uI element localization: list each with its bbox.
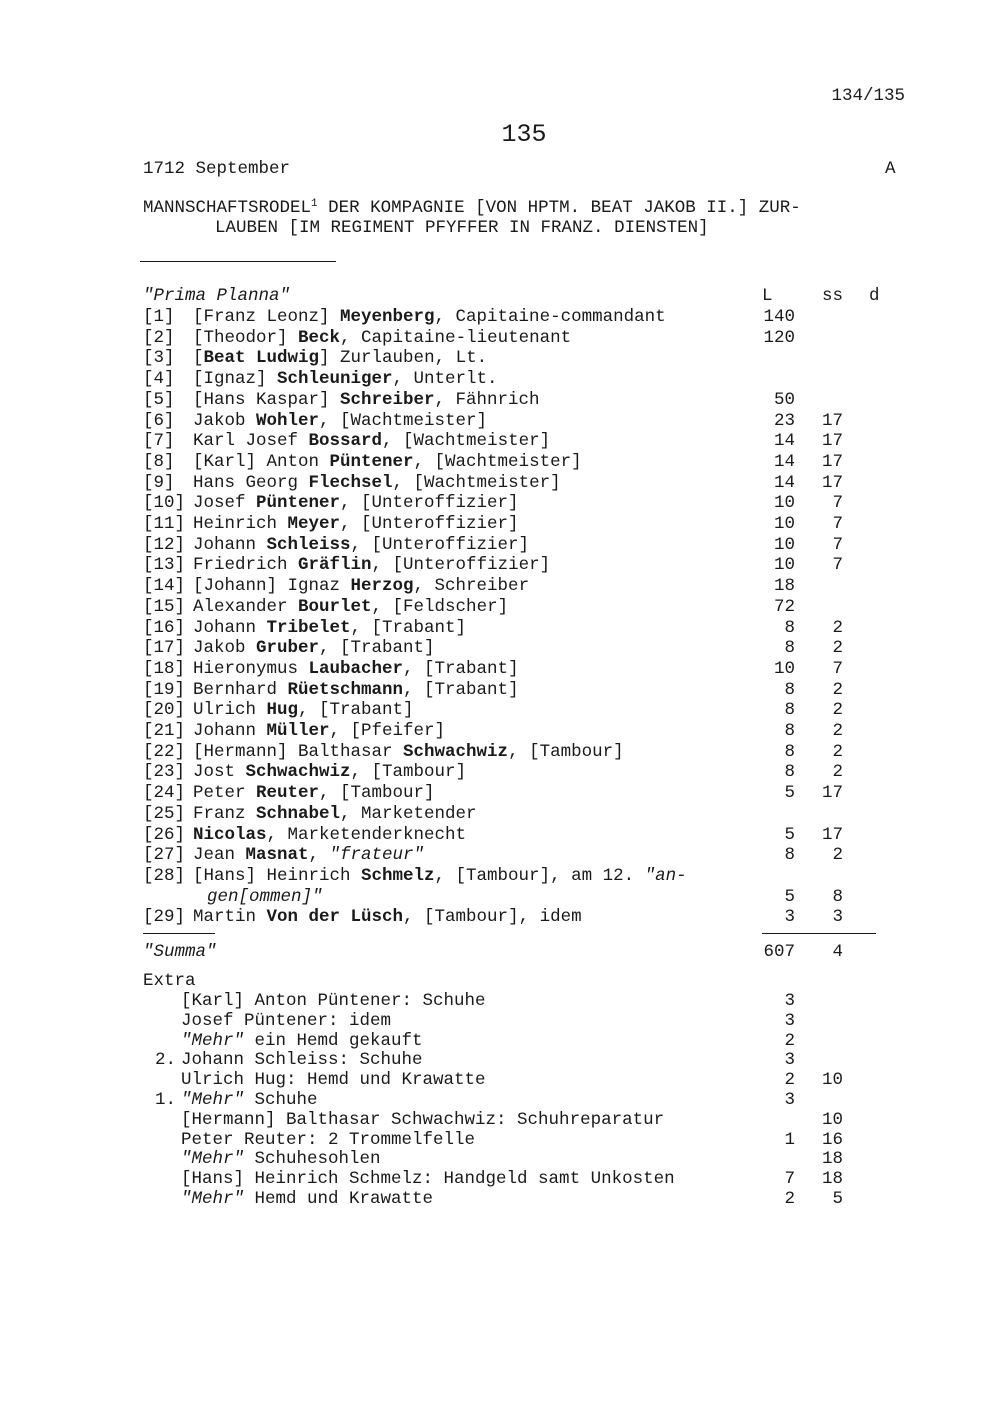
name-prefix: [ (193, 348, 204, 369)
value-sols: 17 (821, 451, 843, 472)
value-livres: 3 (784, 907, 795, 928)
extra-text (181, 1149, 381, 1169)
roster-row (0, 804, 1000, 824)
value-sols: 18 (821, 1149, 843, 1170)
extra-row (0, 1149, 1000, 1169)
roster-row (0, 659, 1000, 679)
document-number: 135 (501, 120, 547, 149)
entry-name (193, 638, 435, 658)
value-sols: 2 (832, 845, 843, 866)
column-header-sols: ss (822, 286, 844, 306)
value-livres: 10 (773, 534, 795, 555)
extra-description: [Karl] Anton Püntener: Schuhe (181, 991, 486, 1011)
surname: Schwachwiz (245, 762, 351, 783)
surname: Schmelz (361, 865, 435, 886)
entry-number: [8] (143, 451, 175, 472)
surname: Laubacher (308, 658, 404, 679)
name-suffix: , [Tambour], idem (403, 907, 582, 928)
quoted-note: "Mehr" (181, 1090, 245, 1110)
name-prefix: Franz (193, 803, 257, 824)
entry-continuation: gen[ommen]" (207, 886, 323, 907)
entry-number: [9] (143, 472, 175, 493)
entry-number: [16] (143, 617, 186, 638)
entry-name (193, 597, 508, 617)
surname: Müller (266, 721, 330, 741)
extra-description: [Hermann] Balthasar Schwachwiz: Schuhreparatur (181, 1109, 665, 1130)
entry-number: [5] (143, 389, 175, 410)
surname: Wohler (256, 410, 320, 431)
name-prefix: Jakob (193, 410, 257, 431)
surname: Bossard (308, 431, 383, 452)
surname: Schnabel (256, 803, 341, 824)
extra-text (181, 991, 486, 1011)
entry-name (193, 348, 487, 368)
value-sols: 17 (821, 472, 843, 493)
value-sols: 2 (832, 617, 843, 638)
entry-number: [3] (143, 348, 175, 369)
value-livres: 72 (773, 596, 795, 617)
entry-name (193, 783, 435, 803)
surname: Beat Ludwig (203, 348, 320, 369)
surname: Herzog (350, 576, 414, 597)
value-livres: 8 (784, 762, 795, 783)
extra-text (181, 1110, 664, 1130)
extra-text (181, 1090, 318, 1110)
sum-rule (762, 933, 876, 934)
entry-number: [6] (143, 410, 175, 431)
entry-name (193, 762, 466, 782)
entry-name (193, 680, 519, 700)
footnote-marker: 1 (311, 198, 318, 210)
entry-name (193, 369, 498, 389)
value-livres: 3 (784, 1010, 795, 1031)
entry-number: [29] (143, 907, 186, 928)
extra-row (0, 1189, 1000, 1209)
name-suffix: , [Tambour] (319, 783, 435, 804)
value-sols: 7 (832, 658, 843, 679)
value-sols: 7 (832, 555, 843, 576)
entry-name (193, 866, 687, 886)
value-livres: 8 (784, 679, 795, 700)
surname: Bourlet (298, 596, 372, 617)
roster-row (0, 555, 1000, 575)
name-suffix: , [Tambour] (508, 741, 624, 762)
entry-number: [4] (143, 369, 175, 390)
roster-row (0, 783, 1000, 803)
surname: Püntener (329, 451, 414, 472)
entry-number: [27] (143, 845, 186, 866)
name-suffix: , Marketender (340, 803, 477, 824)
roster-row (0, 473, 1000, 493)
entry-number: [23] (143, 762, 186, 783)
roster-row (0, 328, 1000, 348)
name-prefix: Friedrich (193, 555, 299, 576)
entry-name (193, 659, 519, 679)
entry-number: [11] (143, 514, 186, 534)
surname: Schwachwiz (403, 741, 509, 762)
page-reference: 134/135 (831, 86, 905, 106)
name-suffix: , [Unteroffizier] (371, 555, 551, 576)
extra-number: 1. (155, 1090, 177, 1110)
value-sols: 7 (832, 534, 843, 555)
title-text-cont: DER KOMPAGNIE [VON HPTM. BEAT JAKOB II.] ZUR- (317, 198, 801, 218)
roster-row (0, 493, 1000, 513)
surname: Meyenberg (340, 307, 435, 327)
extra-text (181, 1050, 423, 1070)
value-sols: 16 (821, 1129, 843, 1150)
name-suffix: , (308, 845, 330, 866)
value-livres: 10 (773, 555, 795, 576)
roster-row (0, 348, 1000, 368)
name-prefix: [Hans] Heinrich (193, 865, 362, 886)
document-letter: A (885, 159, 896, 179)
extra-row (0, 1130, 1000, 1150)
name-prefix: Hieronymus (193, 658, 309, 679)
entry-number: [13] (143, 555, 186, 576)
value-sols: 7 (832, 514, 843, 534)
index-underline (143, 933, 215, 934)
entry-name (193, 514, 519, 534)
entry-number: [10] (143, 493, 186, 514)
entry-number: [7] (143, 431, 175, 452)
surname: Gruber (256, 638, 320, 659)
roster-row (0, 452, 1000, 472)
entry-name (193, 307, 666, 327)
summa-livres: 607 (763, 942, 795, 962)
name-prefix: Hans Georg (193, 472, 309, 493)
entry-number: [28] (143, 865, 186, 886)
value-sols: 2 (832, 679, 843, 700)
entry-name (193, 845, 424, 865)
extra-description: Johann Schleiss: Schuhe (181, 1050, 423, 1071)
value-sols: 17 (821, 410, 843, 431)
entry-name (193, 618, 466, 638)
entry-name (193, 825, 466, 845)
name-suffix: , [Trabant] (350, 617, 467, 638)
name-suffix: , Capitaine-lieutenant (340, 327, 572, 348)
name-prefix: [Hans Kaspar] (193, 389, 341, 410)
name-suffix: , [Trabant] (403, 679, 519, 700)
name-prefix: [Karl] Anton (193, 451, 330, 472)
name-suffix: , [Trabant] (403, 658, 519, 679)
value-livres: 8 (784, 617, 795, 638)
name-prefix: Karl Josef (193, 431, 309, 452)
value-livres: 8 (784, 741, 795, 762)
entry-name (193, 473, 561, 493)
extra-description: Schuhesohlen (244, 1149, 381, 1170)
name-prefix: Jakob (193, 638, 257, 659)
value-livres: 140 (763, 307, 795, 327)
roster-row (0, 535, 1000, 555)
entry-number: [14] (143, 576, 186, 597)
title-divider (140, 261, 336, 262)
roster-row (0, 514, 1000, 534)
name-prefix: [Johann] Ignaz (193, 576, 351, 597)
summa-sols: 4 (832, 942, 843, 962)
value-sols: 7 (832, 493, 843, 514)
roster-row (0, 887, 1000, 907)
roster-heading: "Prima Planna" (143, 286, 291, 306)
name-suffix: , [Tambour], am 12. (434, 865, 645, 886)
value-sols: 2 (832, 638, 843, 659)
value-sols: 5 (832, 1189, 843, 1209)
value-sols: 17 (821, 431, 843, 452)
entry-number: [25] (143, 803, 186, 824)
value-sols: 2 (832, 700, 843, 721)
value-livres: 10 (773, 493, 795, 514)
document-title-line-2: LAUBEN [IM REGIMENT PFYFFER IN FRANZ. DIENSTEN] (215, 218, 709, 238)
roster-row (0, 762, 1000, 782)
name-suffix: , Unterlt. (392, 369, 498, 390)
value-livres: 3 (784, 1050, 795, 1071)
entry-name (193, 431, 550, 451)
name-prefix: Bernhard (193, 679, 288, 700)
entry-number: [19] (143, 679, 186, 700)
document-title-line-1 (143, 198, 801, 218)
name-suffix: , [Trabant] (319, 638, 435, 659)
quoted-note: "Mehr" (181, 1030, 245, 1051)
value-sols: 18 (821, 1169, 843, 1190)
roster-row (0, 845, 1000, 865)
name-suffix: , [Feldscher] (371, 596, 509, 617)
extra-description: [Hans] Heinrich Schmelz: Handgeld samt Unkosten (181, 1169, 675, 1190)
extra-description: Schuhe (244, 1090, 318, 1110)
summa-label: "Summa" (143, 942, 217, 962)
value-livres: 5 (784, 824, 795, 845)
value-livres: 5 (784, 886, 795, 907)
extra-text (181, 1130, 475, 1150)
surname: Beck (298, 327, 341, 348)
value-sols: 3 (832, 907, 843, 928)
entry-name (193, 576, 529, 596)
roster-row (0, 700, 1000, 720)
entry-name (193, 390, 540, 410)
name-prefix: Peter (193, 783, 257, 804)
name-suffix: , [Trabant] (298, 700, 414, 721)
roster-row (0, 411, 1000, 431)
quoted-note: "frateur" (329, 845, 425, 866)
extra-row (0, 1110, 1000, 1130)
value-sols: 2 (832, 721, 843, 741)
roster-row (0, 431, 1000, 451)
surname: Masnat (245, 845, 309, 866)
extra-heading: Extra (143, 971, 196, 991)
surname: Rüetschmann (287, 679, 404, 700)
extra-row (0, 1011, 1000, 1031)
name-prefix: Johann (193, 617, 267, 638)
extra-text (181, 1011, 391, 1031)
roster-row (0, 307, 1000, 327)
roster-row (0, 369, 1000, 389)
entry-number: [18] (143, 658, 186, 679)
value-sols: 10 (821, 1070, 843, 1091)
entry-number: [15] (143, 596, 186, 617)
value-livres: 2 (784, 1030, 795, 1051)
entry-number: [20] (143, 700, 186, 721)
name-suffix: , [Unteroffizier] (340, 493, 519, 514)
value-livres: 3 (784, 1090, 795, 1110)
entry-name (193, 721, 445, 741)
surname: Hug (266, 700, 299, 721)
extra-row (0, 1031, 1000, 1051)
extra-description: Hemd und Krawatte (244, 1189, 434, 1209)
surname: Reuter (256, 783, 320, 804)
name-prefix: [Franz Leonz] (193, 307, 341, 327)
value-sols: 2 (832, 762, 843, 783)
surname: Schleuniger (277, 369, 393, 390)
value-livres: 8 (784, 700, 795, 721)
value-livres: 7 (784, 1169, 795, 1190)
value-livres: 50 (773, 389, 795, 410)
name-prefix: Martin (193, 907, 267, 928)
name-suffix: , [Wachtmeister] (413, 451, 582, 472)
value-sols: 10 (821, 1109, 843, 1130)
entry-number: [1] (143, 307, 175, 327)
name-prefix: Alexander (193, 596, 299, 617)
extra-description: Peter Reuter: 2 Trommelfelle (181, 1129, 476, 1150)
name-suffix: , [Unteroffizier] (340, 514, 519, 534)
value-livres: 5 (784, 783, 795, 804)
name-suffix: , Marketenderknecht (266, 824, 467, 845)
extra-description: Josef Püntener: idem (181, 1010, 392, 1031)
value-livres: 8 (784, 845, 795, 866)
roster-row (0, 866, 1000, 886)
roster-row (0, 638, 1000, 658)
name-prefix: Johann (193, 721, 267, 741)
entry-number: [2] (143, 327, 175, 348)
surname: Schleiss (266, 534, 351, 555)
name-suffix: , [Tambour] (350, 762, 467, 783)
value-livres: 23 (773, 410, 795, 431)
roster-row (0, 390, 1000, 410)
value-sols: 17 (821, 783, 843, 804)
value-livres: 18 (773, 576, 795, 597)
value-livres: 120 (763, 327, 795, 348)
roster-row (0, 742, 1000, 762)
entry-name (193, 700, 414, 720)
name-suffix: , [Unteroffizier] (350, 534, 530, 555)
roster-row (0, 618, 1000, 638)
document-date: 1712 September (143, 159, 291, 179)
surname: Flechsel (308, 472, 393, 493)
surname: Tribelet (266, 617, 351, 638)
name-prefix: Heinrich (193, 514, 288, 534)
extra-text (181, 1189, 433, 1209)
name-suffix: , [Pfeifer] (329, 721, 446, 741)
extra-row (0, 1169, 1000, 1189)
entry-number: [22] (143, 741, 186, 762)
extra-row (0, 1090, 1000, 1110)
entry-name (193, 328, 571, 348)
value-livres: 14 (773, 431, 795, 452)
name-suffix: , [Wachtmeister] (382, 431, 551, 452)
surname: Nicolas (193, 824, 267, 845)
quoted-note: "Mehr" (181, 1189, 245, 1209)
name-prefix: [Ignaz] (193, 369, 278, 390)
name-prefix: Jean (193, 845, 246, 866)
roster-row (0, 825, 1000, 845)
value-sols: 17 (821, 824, 843, 845)
value-livres: 10 (773, 658, 795, 679)
roster-row (0, 597, 1000, 617)
surname: Gräflin (298, 555, 372, 576)
extra-text (181, 1031, 423, 1051)
value-livres: 14 (773, 451, 795, 472)
roster-row (0, 721, 1000, 741)
value-livres: 8 (784, 721, 795, 741)
entry-number: [24] (143, 783, 186, 804)
roster-row (0, 680, 1000, 700)
value-livres: 2 (784, 1070, 795, 1091)
name-suffix: , [Wachtmeister] (319, 410, 488, 431)
name-suffix: ] Zurlauben, Lt. (319, 348, 488, 369)
extra-row (0, 1070, 1000, 1090)
name-prefix: [Theodor] (193, 327, 299, 348)
name-prefix: Jost (193, 762, 246, 783)
extra-number: 2. (155, 1050, 177, 1071)
name-suffix: , Schreiber (413, 576, 530, 597)
surname: Meyer (287, 514, 341, 534)
quoted-note: "Mehr" (181, 1149, 245, 1170)
entry-name (193, 411, 487, 431)
name-prefix: Ulrich (193, 700, 267, 721)
extra-description: Ulrich Hug: Hemd und Krawatte (181, 1070, 486, 1091)
column-header-deniers: d (869, 286, 880, 306)
extra-description: ein Hemd gekauft (244, 1030, 423, 1051)
extra-text (181, 1169, 675, 1189)
entry-name (193, 493, 519, 513)
name-suffix: , Capitaine-commandant (434, 307, 666, 327)
entry-name (193, 804, 477, 824)
surname: Von der Lüsch (266, 907, 404, 928)
entry-name (193, 452, 582, 472)
surname: Schreiber (340, 389, 435, 410)
entry-name (193, 555, 550, 575)
value-livres: 14 (773, 472, 795, 493)
extra-row (0, 1050, 1000, 1070)
entry-number: [26] (143, 824, 186, 845)
value-livres: 1 (784, 1129, 795, 1150)
value-livres: 3 (784, 991, 795, 1011)
entry-number: [12] (143, 534, 186, 555)
surname: Püntener (256, 493, 341, 514)
entry-name (193, 742, 624, 762)
entry-name (193, 907, 582, 927)
value-livres: 8 (784, 638, 795, 659)
quoted-note: "an- (644, 865, 687, 886)
name-prefix: Johann (193, 534, 267, 555)
entry-number: [17] (143, 638, 186, 659)
name-suffix: , [Wachtmeister] (392, 472, 561, 493)
name-prefix: Josef (193, 493, 257, 514)
value-livres: 2 (784, 1189, 795, 1209)
value-livres: 10 (773, 514, 795, 534)
title-text: MANNSCHAFTSRODEL (143, 198, 312, 218)
name-suffix: , Fähnrich (434, 389, 540, 410)
entry-name (193, 535, 529, 555)
extra-row (0, 991, 1000, 1011)
entry-number: [21] (143, 721, 186, 741)
column-header-livres: L (762, 286, 773, 306)
value-sols: 8 (832, 886, 843, 907)
extra-text (181, 1070, 486, 1090)
roster-row (0, 907, 1000, 927)
roster-row (0, 576, 1000, 596)
name-prefix: [Hermann] Balthasar (193, 741, 404, 762)
value-sols: 2 (832, 741, 843, 762)
